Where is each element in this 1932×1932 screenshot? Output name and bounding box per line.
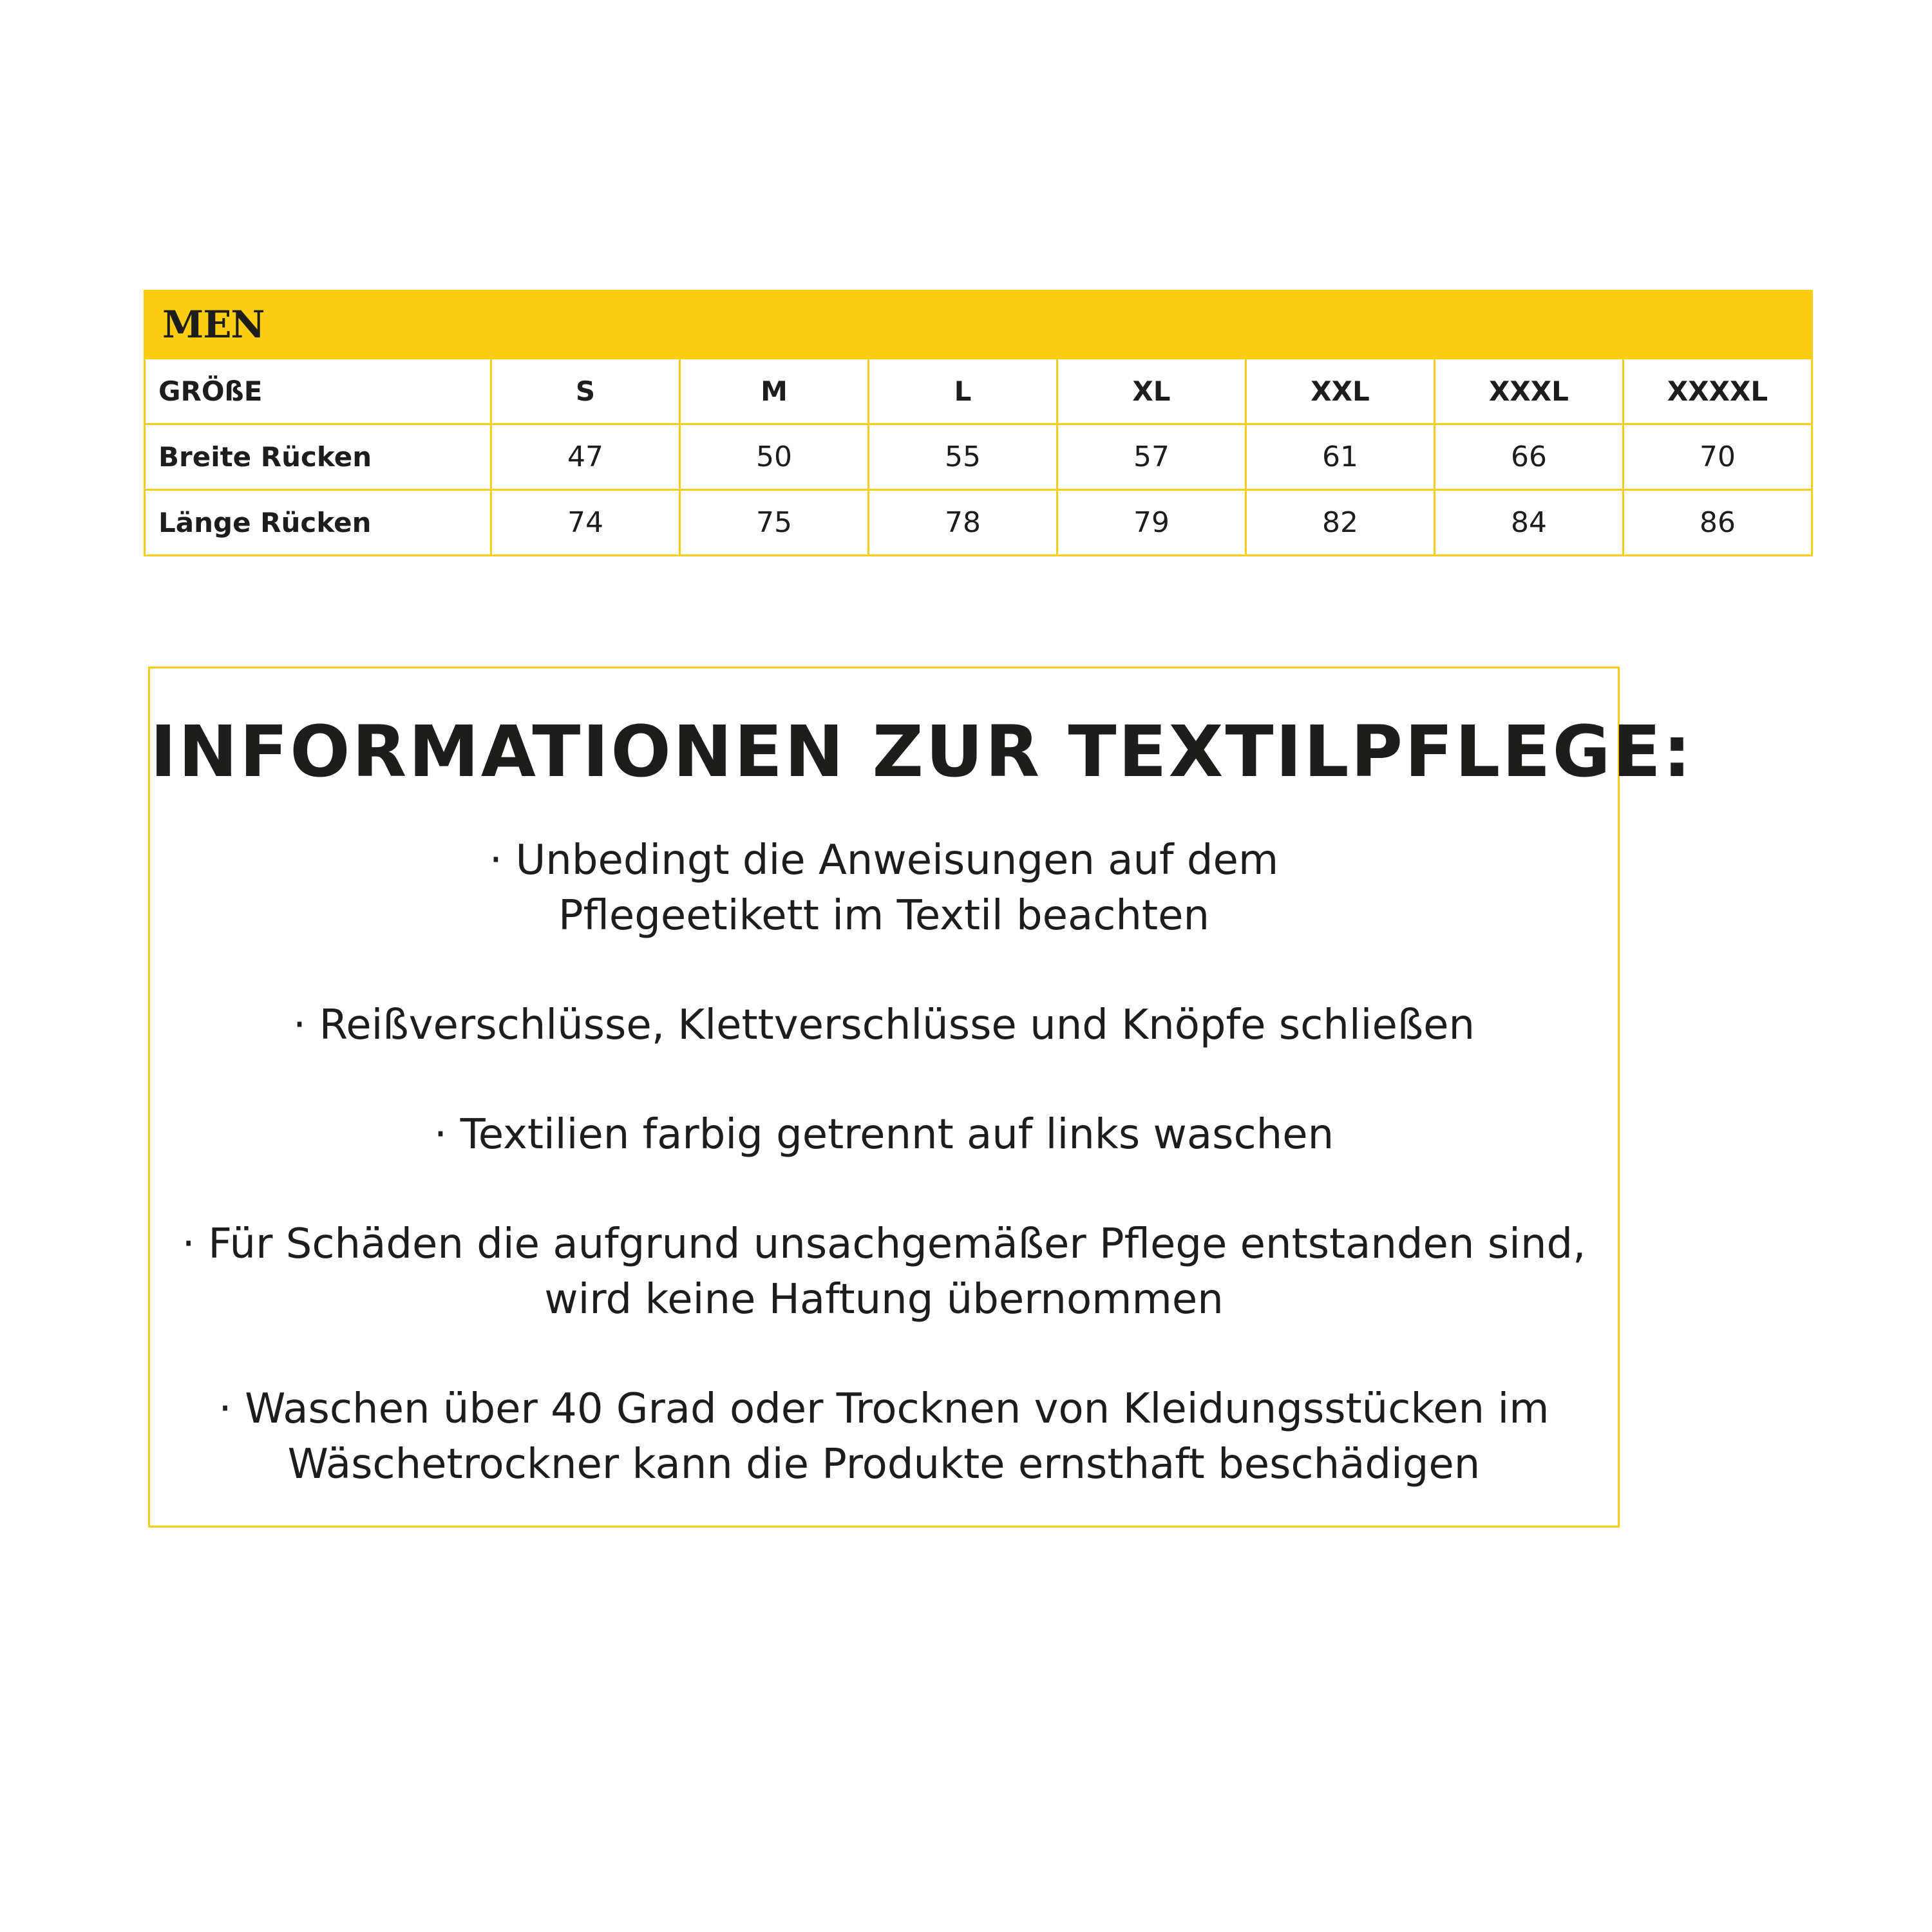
- measurement-cell: 86: [1624, 490, 1812, 556]
- measurement-cell: 47: [491, 424, 680, 490]
- measurement-cell: 61: [1246, 424, 1435, 490]
- measurement-cell: 75: [680, 490, 869, 556]
- size-table-header-row: [145, 291, 1812, 359]
- care-info-list: [150, 833, 1618, 1546]
- list-item: · Waschen über 40 Grad oder Trocknen von Kleidungsstücken im Wäschetrockner kann die Produkte ernsthaft beschädigen: [218, 1385, 1549, 1488]
- size-cell: XL: [1057, 359, 1246, 424]
- list-item: · Textilien farbig getrennt auf links waschen: [433, 1111, 1334, 1159]
- measurement-cell: 74: [491, 490, 680, 556]
- measurement-cell: 55: [869, 424, 1057, 490]
- section-title: MEN: [145, 291, 1812, 359]
- table-row: [145, 424, 1812, 490]
- size-table: [144, 290, 1813, 556]
- list-item: · Unbedingt die Anweisungen auf dem Pflegeetikett im Textil beachten: [489, 837, 1279, 940]
- size-cell: XXXL: [1435, 359, 1624, 424]
- measurement-cell: 66: [1435, 424, 1624, 490]
- row-label: Länge Rücken: [145, 490, 491, 556]
- measurement-cell: 79: [1057, 490, 1246, 556]
- size-row: [145, 359, 1812, 424]
- list-item: · Reißverschlüsse, Klettverschlüsse und Knöpfe schließen: [292, 1001, 1475, 1049]
- size-header-label: GRÖßE: [145, 359, 491, 424]
- measurement-cell: 70: [1624, 424, 1812, 490]
- measurement-cell: 82: [1246, 490, 1435, 556]
- size-cell: XXL: [1246, 359, 1435, 424]
- measurement-cell: 50: [680, 424, 869, 490]
- size-cell: XXXXL: [1624, 359, 1812, 424]
- measurement-cell: 78: [869, 490, 1057, 556]
- size-cell: M: [680, 359, 869, 424]
- size-cell: L: [869, 359, 1057, 424]
- list-item: · Für Schäden die aufgrund unsachgemäßer Pflege entstanden sind, wird keine Haftung übernommen: [182, 1220, 1586, 1323]
- size-cell: S: [491, 359, 680, 424]
- table-row: [145, 490, 1812, 556]
- measurement-cell: 57: [1057, 424, 1246, 490]
- row-label: Breite Rücken: [145, 424, 491, 490]
- care-info-title: INFORMATIONEN ZUR TEXTILPFLEGE:: [150, 710, 1693, 793]
- care-info-box: [148, 667, 1693, 1528]
- measurement-cell: 84: [1435, 490, 1624, 556]
